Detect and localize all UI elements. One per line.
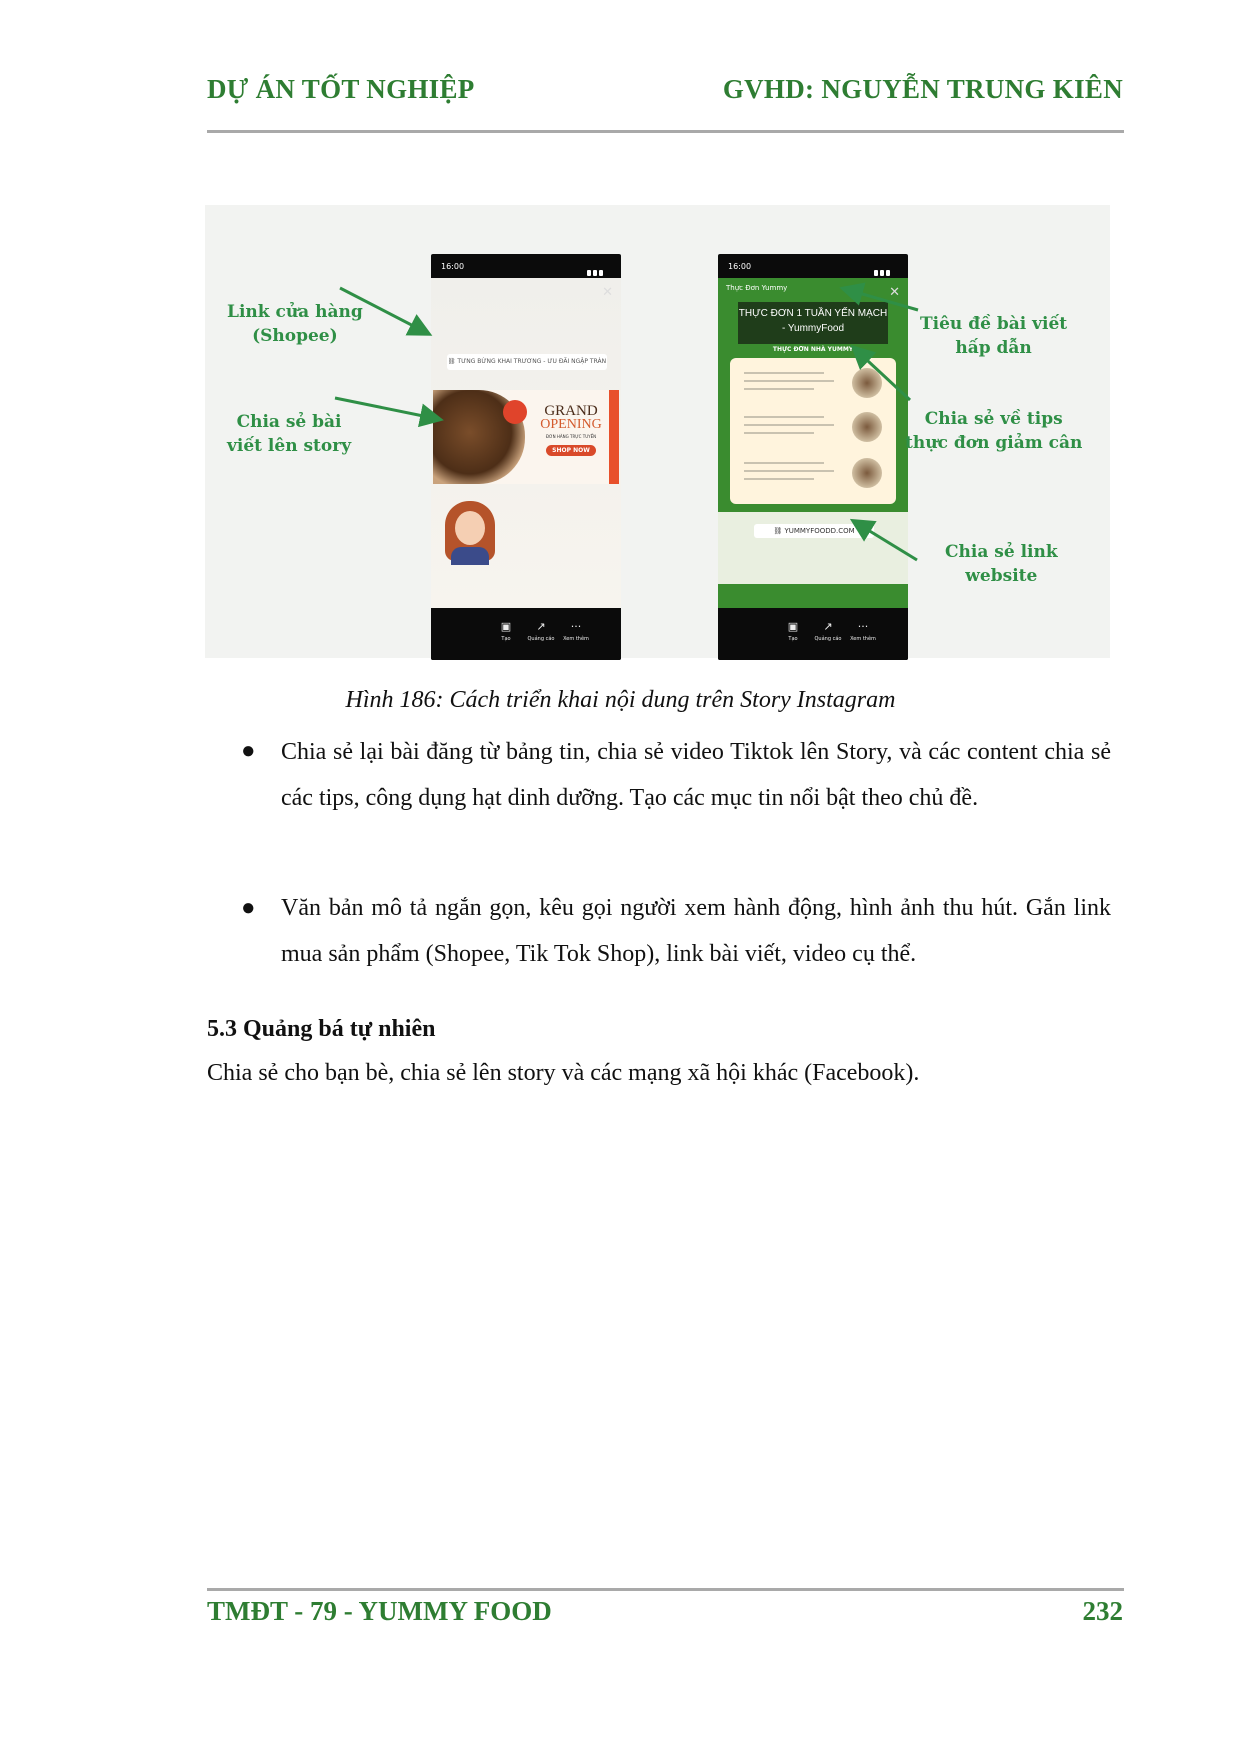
header-project-title: DỰ ÁN TỐT NGHIỆP — [207, 74, 475, 104]
more-icon: ··· — [857, 620, 869, 633]
arrow-shop-link — [340, 288, 427, 333]
story-title-line-2: - YummyFood — [781, 323, 845, 334]
menu-card-heading: THỰC ĐƠN NHÀ YUMMY — [772, 346, 854, 353]
page-number: 232 — [1082, 1596, 1123, 1626]
annotation-title: Tiêu đề bài viết hấp dẫn — [920, 314, 1068, 358]
arrow-website — [855, 522, 917, 560]
shop-link-text: TƯNG BỪNG KHAI TRƯƠNG - ƯU ĐÃI NGẬP TRÀN — [457, 358, 607, 365]
annotation-website: Chia sẻ link website — [945, 542, 1058, 586]
reel-icon: ▣ — [500, 620, 512, 633]
more-button[interactable]: ··· Xem thêm — [843, 620, 883, 642]
shop-now-button: SHOP NOW — [546, 445, 596, 456]
section-body: Chia sẻ cho bạn bè, chia sẻ lên story và các mạng xã hội khác (Facebook). — [207, 1060, 920, 1086]
arrow-share-story — [335, 398, 438, 419]
section-heading: 5.3 Quảng bá tự nhiên — [207, 1016, 436, 1042]
annotation-shop-link: Link cửa hàng (Shopee) — [227, 302, 363, 346]
more-icon: ··· — [570, 620, 582, 633]
create-button[interactable]: ▣ Tạo — [486, 620, 526, 642]
promo-line-2: OPENING — [540, 417, 602, 432]
status-time: 16:00 — [441, 262, 465, 271]
figure-story-instagram — [205, 205, 1110, 658]
website-link-text: YUMMYFOODD.COM — [784, 527, 855, 535]
bullet-paragraph: Chia sẻ lại bài đăng từ bảng tin, chia sẻ video Tiktok lên Story, và các content chia sẻ các tips, công dụng hạt dinh dưỡng. Tạo các mục tin nổi bật theo chủ đề. — [281, 739, 1111, 811]
reel-icon: ▣ — [787, 620, 799, 633]
story-title-line-1: THỰC ĐƠN 1 TUẦN YẾN MẠCH — [738, 308, 888, 319]
annotation-tips: Chia sẻ về tips thực đơn giảm cân — [905, 409, 1083, 453]
arrow-tips — [855, 349, 910, 400]
figure-caption: Hình 186: Cách triển khai nội dung trên Story Instagram — [345, 687, 896, 713]
header-advisor: GVHD: NGUYỄN TRUNG KIÊN — [722, 74, 1123, 104]
annotation-share-story: Chia sẻ bài viết lên story — [227, 412, 352, 456]
story-account: Thực Đơn Yummy — [726, 284, 788, 292]
bullet-paragraph: Văn bản mô tả ngắn gọn, kêu gọi người xem hành động, hình ảnh thu hút. Gắn link mua sản phẩm (Shopee, Tik Tok Shop), link bài viết, video cụ thể. — [281, 895, 1111, 967]
more-button[interactable]: ··· Xem thêm — [556, 620, 596, 642]
promo-line-1: GRAND — [544, 403, 598, 419]
close-icon[interactable]: ✕ — [889, 285, 900, 300]
trend-icon: ↗ — [536, 620, 546, 633]
create-button[interactable]: ▣ Tạo — [773, 620, 813, 642]
promote-button[interactable]: ↗ Quảng cáo — [521, 620, 561, 642]
annotation-arrows — [205, 205, 1110, 658]
promo-subtitle: ĐƠN HÀNG TRỰC TUYẾN — [545, 434, 597, 439]
header-divider — [207, 130, 1124, 133]
promote-button[interactable]: ↗ Quảng cáo — [808, 620, 848, 642]
close-icon[interactable]: ✕ — [602, 285, 613, 300]
trend-icon: ↗ — [823, 620, 833, 633]
footer-divider — [207, 1588, 1124, 1591]
link-icon: ⛓ — [773, 527, 785, 535]
arrow-title — [845, 289, 918, 310]
link-icon: ⛓ — [447, 358, 458, 365]
bullet-icon: ● — [241, 895, 256, 921]
footer-project-name: TMĐT - 79 - YUMMY FOOD — [207, 1596, 552, 1626]
bullet-icon: ● — [241, 738, 256, 764]
status-time: 16:00 — [728, 262, 752, 271]
